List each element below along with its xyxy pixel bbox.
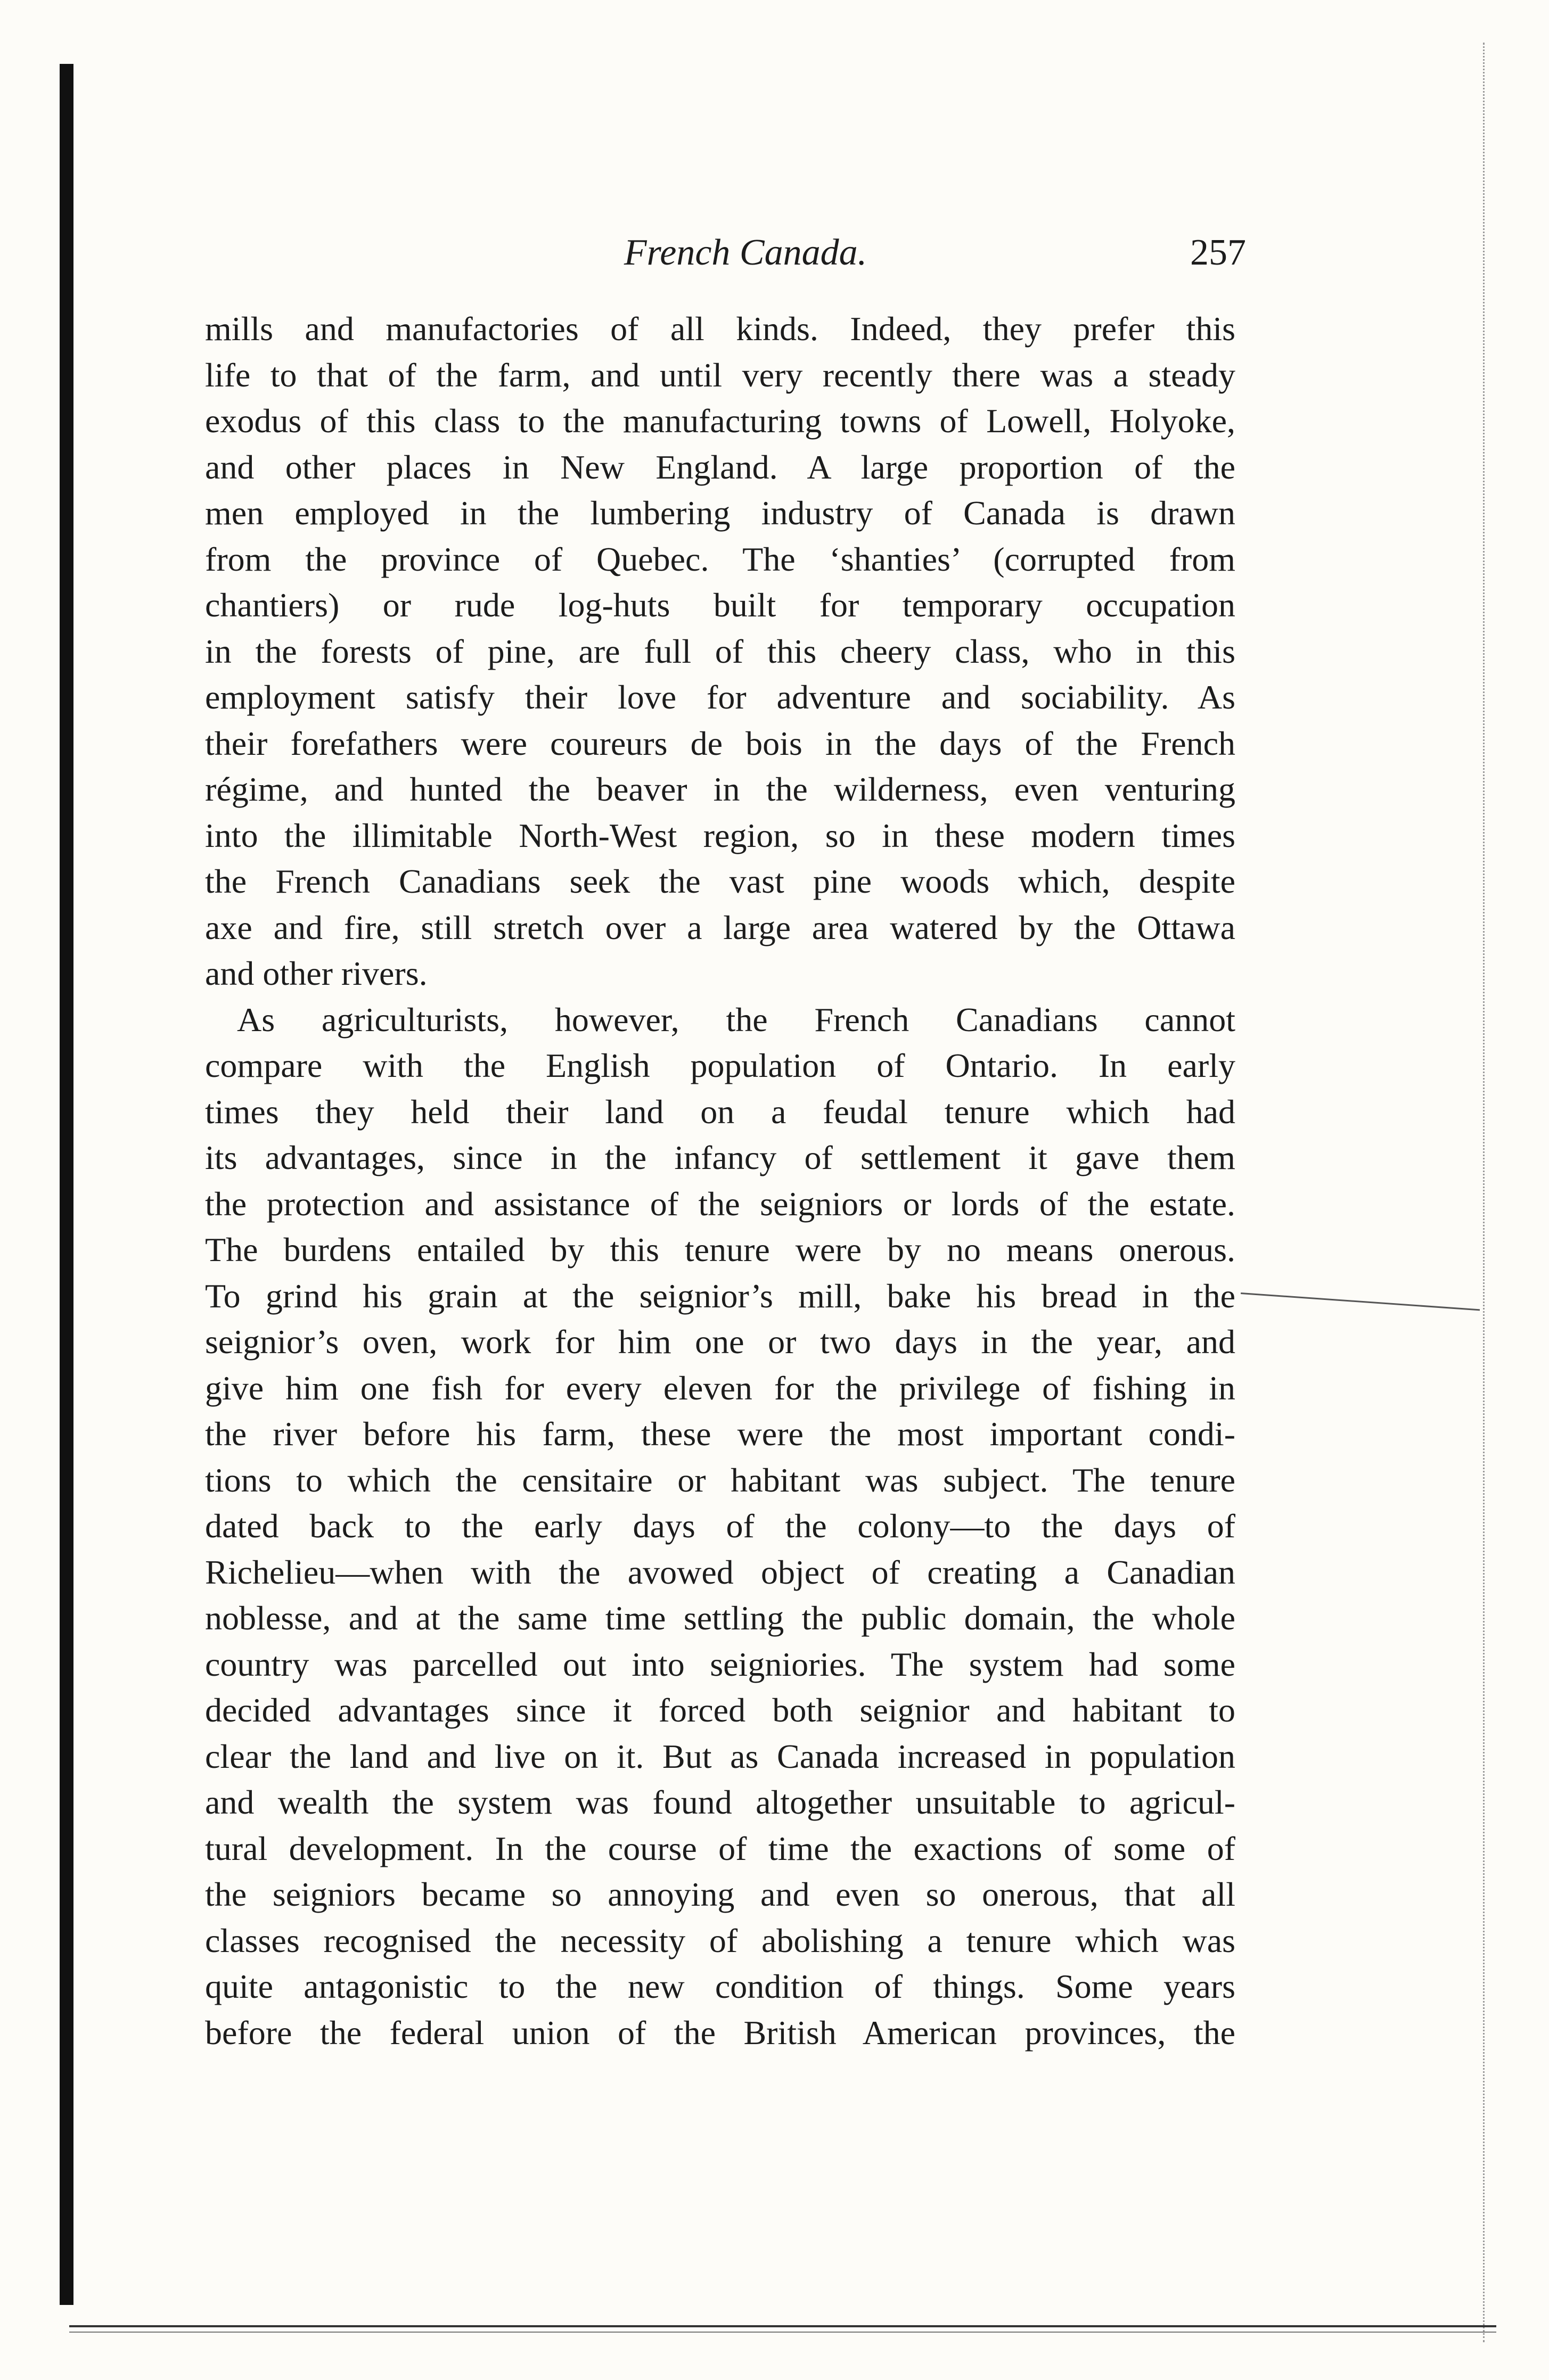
margin-pencil-mark [1241,1292,1480,1313]
text-line: The burdens entailed by this tenure were by no means onerous. [205,1231,1235,1269]
text-line: chantiers) or rude log-huts built for temporary occupation [205,586,1235,624]
text-line: Richelieu—when with the avowed object of creating a Canadian [205,1553,1235,1591]
text-line: and other rivers. [205,954,428,992]
text-line: from the province of Quebec. The ‘shanties’ (corrupted from [205,540,1235,578]
text-line: and wealth the system was found altogether unsuitable to agricul- [205,1783,1235,1821]
running-head [0,224,1549,282]
text-line: times they held their land on a feudal tenure which had [205,1092,1235,1131]
text-line: the French Canadians seek the vast pine woods which, despite [205,862,1235,900]
text-line: tural development. In the course of time the exactions of some of [205,1829,1235,1867]
text-line: their forefathers were coureurs de bois in the days of the French [205,724,1235,762]
running-head-title: French Canada. [624,232,867,273]
page-edge-right [1483,43,1487,2342]
text-line: and other places in New England. A large proportion of the [205,448,1235,486]
text-line: exodus of this class to the manufacturing towns of Lowell, Holyoke, [205,402,1235,440]
text-line: country was parcelled out into seigniories. The system had some [205,1645,1235,1683]
text-line: classes recognised the necessity of abolishing a tenure which was [205,1921,1235,1959]
bottom-rule [69,2325,1496,2333]
text-line: mills and manufactories of all kinds. Indeed, they prefer this [205,310,1235,348]
text-line: axe and fire, still stretch over a large area watered by the Ottawa [205,908,1235,946]
text-line: quite antagonistic to the new condition of things. Some years [205,1967,1235,2005]
body-text [205,306,1235,2056]
text-line: employment satisfy their love for adventure and sociability. As [205,678,1235,716]
text-line: compare with the English population of Ontario. In early [205,1047,1235,1084]
text-line: men employed in the lumbering industry of Canada is drawn [205,494,1235,532]
text-line: into the illimitable North-West region, so in these modern times [205,816,1235,854]
text-line: its advantages, since in the infancy of settlement it gave them [205,1139,1235,1176]
text-line: life to that of the farm, and until very recently there was a steady [205,356,1235,394]
text-line: the river before his farm, these were the most important condi- [205,1415,1235,1453]
text-line: in the forests of pine, are full of this cheery class, who in this [205,632,1235,670]
page-number: 257 [1190,232,1246,273]
text-line: decided advantages since it forced both seignior and habitant to [205,1691,1235,1729]
binding-edge [60,64,73,2305]
text-line: noblesse, and at the same time settling the public domain, the whole [205,1599,1235,1637]
text-line: dated back to the early days of the colony—to the days of [205,1507,1235,1545]
text-line: the protection and assistance of the seigniors or lords of the estate. [205,1184,1235,1223]
text-line: As agriculturists, however, the French Canadians cannot [237,1000,1235,1039]
text-line: tions to which the censitaire or habitant was subject. The tenure [205,1461,1235,1499]
text-line: give him one fish for every eleven for the privilege of fishing in [205,1369,1235,1407]
text-line: seignior’s oven, work for him one or two days in the year, and [205,1323,1235,1361]
text-line: régime, and hunted the beaver in the wilderness, even venturing [205,770,1235,808]
text-line: To grind his grain at the seignior’s mill, bake his bread in the [205,1277,1235,1315]
text-line: before the federal union of the British American provinces, the [205,2013,1235,2052]
text-line: the seigniors became so annoying and even so onerous, that all [205,1875,1235,1913]
text-line: clear the land and live on it. But as Canada increased in population [205,1737,1235,1775]
